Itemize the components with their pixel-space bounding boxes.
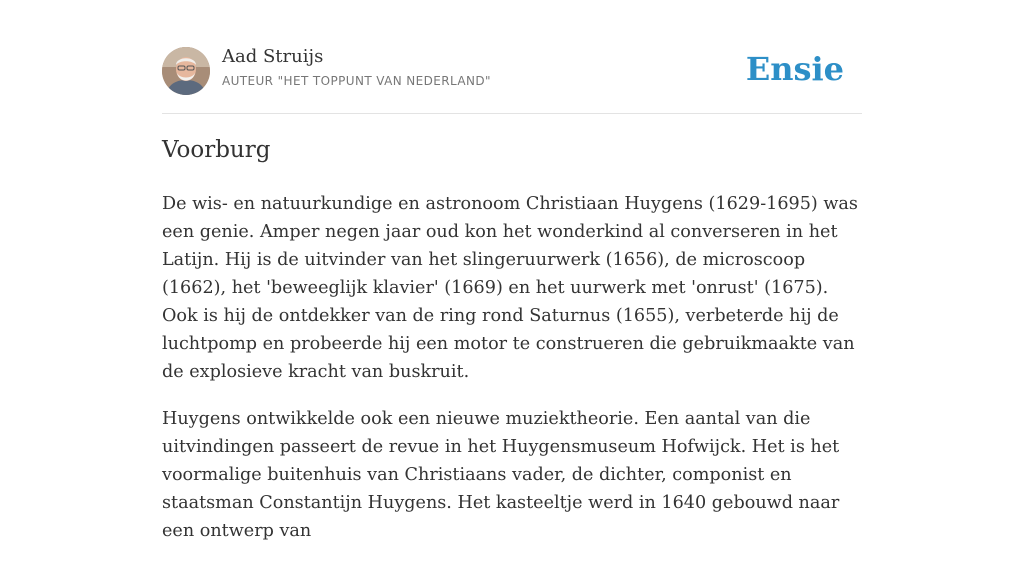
article-title: Voorburg [162,137,271,163]
ensie-logo[interactable]: Ensie [745,50,844,88]
author-portrait-icon [162,47,210,95]
author-name[interactable]: Aad Struijs [222,46,324,67]
author-subtitle: AUTEUR "HET TOPPUNT VAN NEDERLAND" [222,74,491,88]
article-body [162,190,862,564]
header-divider [162,113,862,114]
article-paragraph: De wis- en natuurkundige en astronoom Christiaan Huygens (1629-1695) was een genie. Amper negen jaar oud kon het wonderkind al converseren in het Latijn. Hij is de uitvinder van het slingeruurwerk (1656), de microscoop (1662), het 'beweeglijk klavier' (1669) en het uurwerk met 'onrust' (1675). Ook is hij de ontdekker van de ring rond Saturnus (1655), verbeterde hij de luchtpomp en probeerde hij een motor te construeren die gebruikmaakte van de explosieve kracht van buskruit. [162,194,858,382]
author-avatar[interactable] [162,47,210,95]
article-paragraph: Huygens ontwikkelde ook een nieuwe muziektheorie. Een aantal van die uitvindingen passeert de revue in het Huygensmuseum Hofwijck. Het is het voormalige buitenhuis van Christiaans vader, de dichter, componist en staatsman Constantijn Huygens. Het kasteeltje werd in 1640 gebouwd naar een ontwerp van [162,409,840,541]
author-header [162,46,862,96]
